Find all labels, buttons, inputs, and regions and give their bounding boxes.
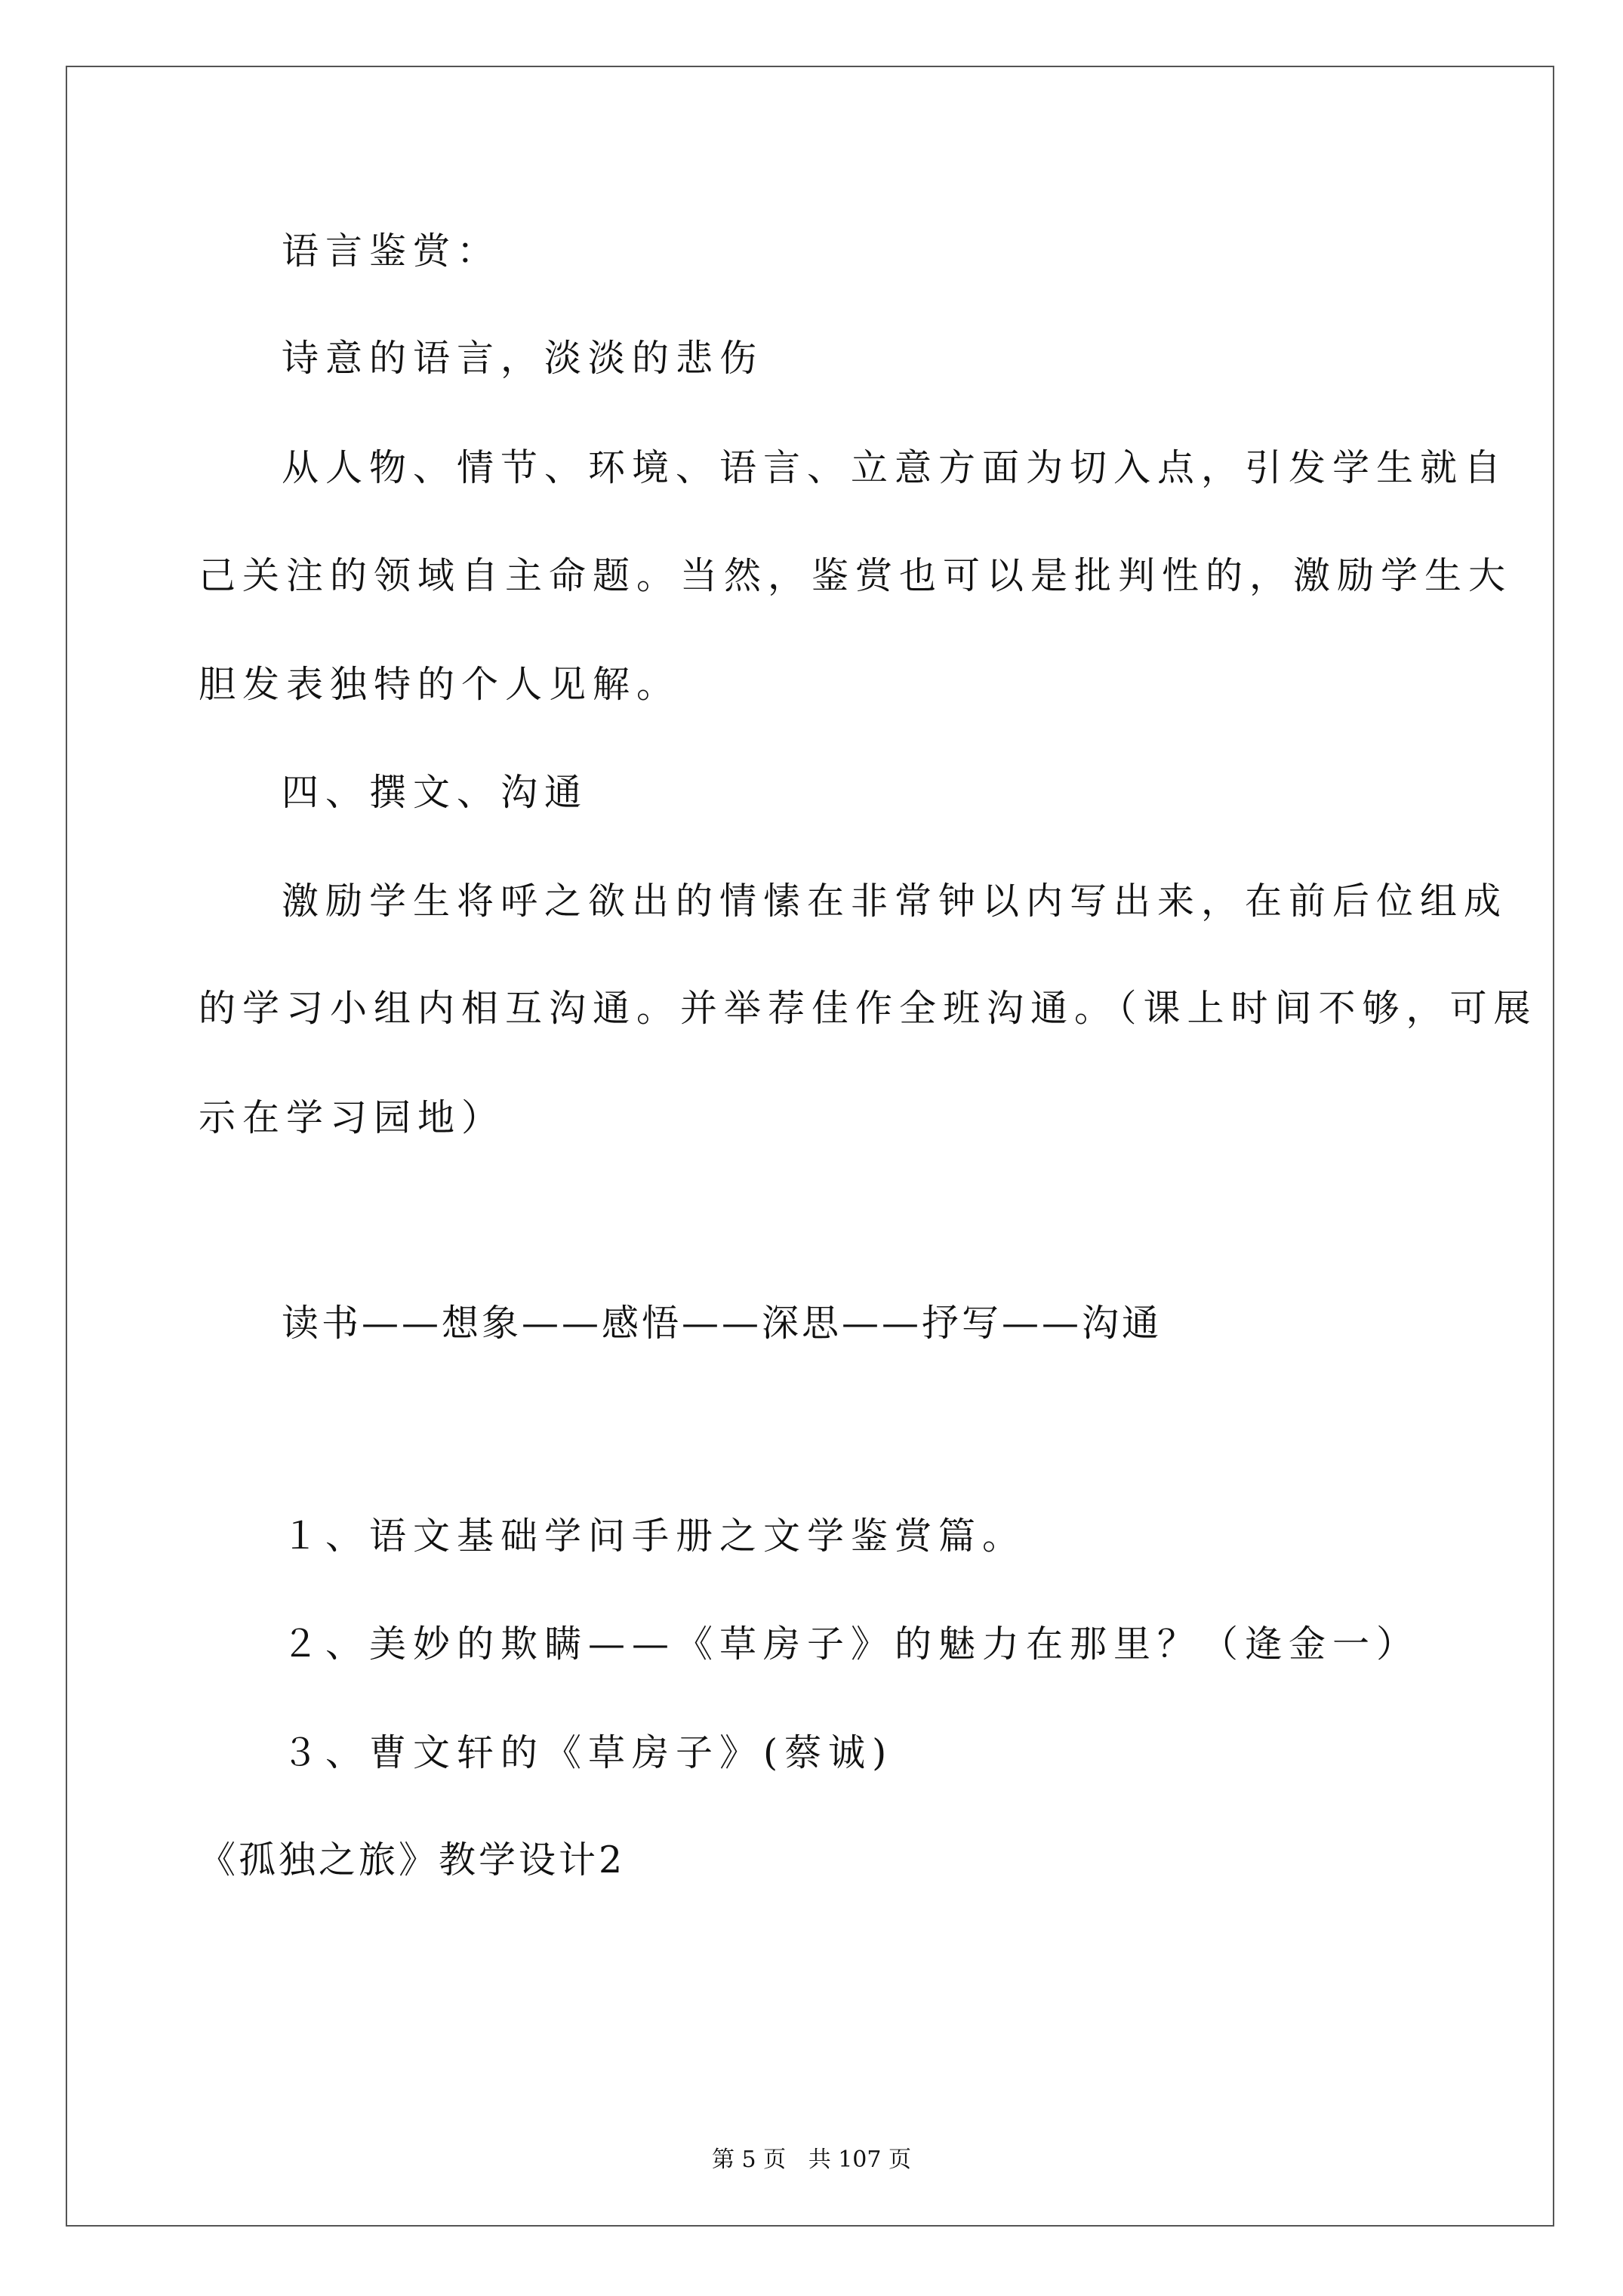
text-line: 激励学生将呼之欲出的情愫在非常钟以内写出来，在前后位组成 bbox=[282, 880, 1508, 923]
text-line: 己关注的领域自主命题。当然，鉴赏也可以是批判性的，激励学生大 bbox=[199, 554, 1513, 597]
text-line: 读书——想象——感悟——深思——抒写——沟通 bbox=[282, 1302, 1163, 1345]
text-line: 语言鉴赏： bbox=[282, 230, 501, 273]
text-line: 《孤独之旅》教学设计2 bbox=[199, 1838, 626, 1881]
page-total: 共 107 页 bbox=[808, 2147, 912, 2173]
text-line: 胆发表独特的个人见解。 bbox=[199, 663, 681, 706]
page-footer bbox=[0, 2147, 1623, 2174]
text-line: 诗意的语言，淡淡的悲伤 bbox=[282, 337, 764, 380]
text-line: 的学习小组内相互沟通。并举荐佳作全班沟通。（课上时间不够，可展 bbox=[199, 987, 1538, 1030]
text-line: 四、撰文、沟通 bbox=[282, 771, 589, 814]
text-line: 从人物、情节、环境、语言、立意方面为切入点，引发学生就自 bbox=[282, 446, 1508, 489]
text-line: １、语文基础学问手册之文学鉴赏篇。 bbox=[282, 1515, 1027, 1558]
text-line: ３、曹文轩的《草房子》(蔡诚) bbox=[282, 1731, 894, 1774]
text-line: 示在学习园地） bbox=[199, 1096, 506, 1139]
page-number: 第 5 页 bbox=[711, 2147, 787, 2173]
page-border bbox=[66, 66, 1554, 2227]
text-line: ２、美妙的欺瞒——《草房子》的魅力在那里？（逄金一） bbox=[282, 1623, 1421, 1666]
